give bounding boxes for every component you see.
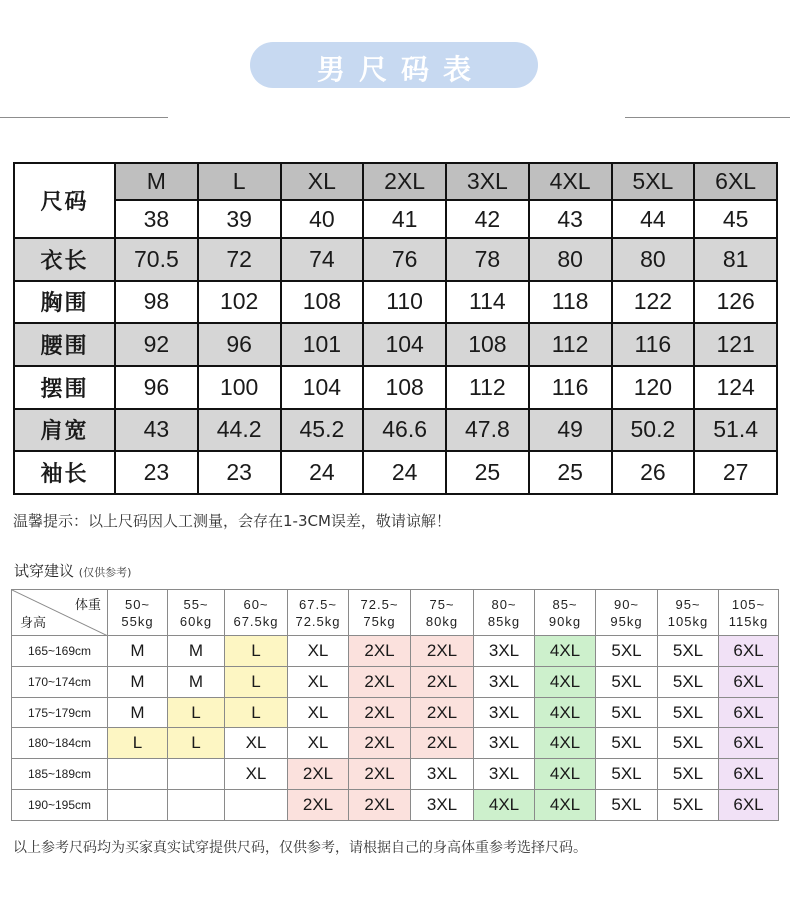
size-cell: 3XL (474, 759, 535, 790)
size-cell: 4XL (535, 697, 596, 728)
size-cell: 6XL (719, 728, 779, 759)
size-header-cell: 3XL (446, 163, 529, 200)
measure-row-length (14, 238, 777, 281)
measure-value: 116 (612, 323, 695, 366)
weight-to: 85kg (487, 613, 521, 629)
size-cell: XL (288, 666, 349, 697)
size-number-cell: 42 (446, 200, 529, 237)
size-cell: 3XL (474, 666, 535, 697)
measure-value: 26 (612, 451, 695, 494)
size-cell: M (168, 636, 225, 667)
size-cell: XL (225, 728, 288, 759)
size-cell: 2XL (411, 728, 474, 759)
size-cell: 4XL (535, 666, 596, 697)
weight-header (596, 590, 658, 636)
measure-value: 98 (115, 281, 198, 324)
measure-value: 81 (694, 238, 777, 281)
measure-label: 袖长 (14, 451, 115, 494)
size-cell: 5XL (596, 759, 658, 790)
size-cell: 5XL (596, 666, 658, 697)
weight-from: 85~ (552, 596, 578, 612)
measure-row-shoulder (14, 409, 777, 452)
weight-from: 55~ (183, 596, 209, 612)
size-cell (168, 790, 225, 821)
height-row-190 (12, 790, 779, 821)
height-label: 190~195cm (12, 790, 108, 821)
measure-value: 44.2 (198, 409, 281, 452)
weight-header (535, 590, 596, 636)
measure-value: 24 (281, 451, 364, 494)
reference-note: 以上参考尺码均为买家真实试穿提供尺码，仅供参考，请根据自己的身高体重参考选择尺码。 (13, 840, 587, 856)
size-cell: 2XL (349, 697, 411, 728)
measure-value: 104 (281, 366, 364, 409)
measure-value: 23 (115, 451, 198, 494)
weight-header (349, 590, 411, 636)
size-cell: L (168, 728, 225, 759)
weight-header (288, 590, 349, 636)
measure-value: 70.5 (115, 238, 198, 281)
measure-value: 74 (281, 238, 364, 281)
measure-value: 112 (529, 323, 612, 366)
size-header-cell: 4XL (529, 163, 612, 200)
measure-value: 49 (529, 409, 612, 452)
measure-value: 96 (115, 366, 198, 409)
size-number-cell: 38 (115, 200, 198, 237)
measure-value: 101 (281, 323, 364, 366)
size-cell: L (225, 636, 288, 667)
size-cell: M (108, 697, 168, 728)
size-cell: 2XL (349, 728, 411, 759)
measure-value: 120 (612, 366, 695, 409)
measure-row-waist (14, 323, 777, 366)
weight-header (225, 590, 288, 636)
recommendation-title-small: (仅供参考) (78, 566, 132, 579)
page-title: 男尺码表 (316, 53, 485, 86)
size-cell: 3XL (474, 697, 535, 728)
measure-value: 27 (694, 451, 777, 494)
size-cell: 2XL (288, 759, 349, 790)
weight-from: 60~ (243, 596, 269, 612)
size-cell: 4XL (535, 728, 596, 759)
size-cell: L (225, 697, 288, 728)
measure-row-sleeve (14, 451, 777, 494)
size-cell: XL (288, 697, 349, 728)
size-cell: XL (225, 759, 288, 790)
size-cell: 6XL (719, 790, 779, 821)
corner-height-label: 身高 (20, 616, 47, 631)
measurement-note: 温馨提示：以上尺码因人工测量，会存在1-3CM误差，敬请谅解！ (13, 512, 451, 530)
size-cell: L (168, 697, 225, 728)
corner-cell (12, 590, 108, 636)
height-label: 170~174cm (12, 666, 108, 697)
weight-from: 95~ (675, 596, 701, 612)
weight-to: 105kg (667, 613, 709, 629)
size-cell: L (108, 728, 168, 759)
measure-row-hem (14, 366, 777, 409)
size-chart-table (13, 162, 778, 495)
size-header-cell: 5XL (612, 163, 695, 200)
size-cell: 5XL (658, 790, 719, 821)
height-row-175 (12, 697, 779, 728)
weight-header-row (12, 590, 779, 636)
size-cell: 5XL (658, 697, 719, 728)
weight-to: 72.5kg (295, 613, 341, 629)
size-number-cell: 45 (694, 200, 777, 237)
measure-label: 摆围 (14, 366, 115, 409)
measure-value: 104 (363, 323, 446, 366)
measure-value: 43 (115, 409, 198, 452)
height-row-185 (12, 759, 779, 790)
height-row-170 (12, 666, 779, 697)
weight-from: 80~ (491, 596, 517, 612)
size-cell: 2XL (349, 636, 411, 667)
weight-from: 67.5~ (299, 596, 337, 612)
size-cell: M (108, 636, 168, 667)
height-label: 185~189cm (12, 759, 108, 790)
size-cell: 6XL (719, 666, 779, 697)
size-cell: 2XL (288, 790, 349, 821)
weight-header (658, 590, 719, 636)
size-cell: 4XL (474, 790, 535, 821)
height-label: 165~169cm (12, 636, 108, 667)
size-number-cell: 39 (198, 200, 281, 237)
size-header-cell: XL (281, 163, 364, 200)
size-cell: 3XL (474, 636, 535, 667)
measure-value: 110 (363, 281, 446, 324)
measure-value: 122 (612, 281, 695, 324)
size-header-cell: 2XL (363, 163, 446, 200)
measure-value: 116 (529, 366, 612, 409)
measure-value: 108 (446, 323, 529, 366)
weight-to: 60kg (179, 613, 213, 629)
height-label: 175~179cm (12, 697, 108, 728)
size-header-cell: 6XL (694, 163, 777, 200)
measure-value: 92 (115, 323, 198, 366)
weight-header (411, 590, 474, 636)
size-cell: M (168, 666, 225, 697)
weight-to: 90kg (548, 613, 582, 629)
measure-value: 47.8 (446, 409, 529, 452)
measure-value: 25 (446, 451, 529, 494)
size-cell: 5XL (658, 666, 719, 697)
size-cell: 6XL (719, 759, 779, 790)
measure-label: 肩宽 (14, 409, 115, 452)
size-cell: 3XL (474, 728, 535, 759)
measure-value: 108 (281, 281, 364, 324)
measure-label: 胸围 (14, 281, 115, 324)
size-cell: 2XL (411, 666, 474, 697)
measure-value: 126 (694, 281, 777, 324)
title-banner (250, 42, 538, 88)
size-cell: 2XL (349, 790, 411, 821)
measure-value: 24 (363, 451, 446, 494)
size-number-cell: 41 (363, 200, 446, 237)
size-header-cell: M (115, 163, 198, 200)
fit-recommendation-table (11, 589, 779, 821)
size-header-cell: L (198, 163, 281, 200)
recommendation-title-text: 试穿建议 (14, 562, 75, 580)
weight-from: 105~ (731, 596, 766, 612)
size-cell: 3XL (411, 759, 474, 790)
size-cell: 5XL (596, 697, 658, 728)
measure-value: 96 (198, 323, 281, 366)
measure-value: 78 (446, 238, 529, 281)
measure-value: 80 (529, 238, 612, 281)
height-row-180 (12, 728, 779, 759)
size-cell (108, 759, 168, 790)
size-cell: 5XL (658, 728, 719, 759)
measure-value: 25 (529, 451, 612, 494)
weight-from: 75~ (429, 596, 455, 612)
size-cell: 4XL (535, 790, 596, 821)
measure-row-chest (14, 281, 777, 324)
measure-value: 114 (446, 281, 529, 324)
measure-value: 23 (198, 451, 281, 494)
size-cell: 6XL (719, 636, 779, 667)
measure-value: 112 (446, 366, 529, 409)
size-number-cell: 40 (281, 200, 364, 237)
divider-right (625, 117, 790, 118)
divider-left (0, 117, 168, 118)
size-cell: XL (288, 636, 349, 667)
weight-header (168, 590, 225, 636)
size-header-row (14, 163, 777, 200)
measure-value: 80 (612, 238, 695, 281)
size-cell (168, 759, 225, 790)
measure-label: 腰围 (14, 323, 115, 366)
size-cell: 4XL (535, 759, 596, 790)
size-cell (225, 790, 288, 821)
measure-value: 118 (529, 281, 612, 324)
size-cell: 2XL (349, 666, 411, 697)
weight-from: 90~ (613, 596, 640, 612)
measure-value: 100 (198, 366, 281, 409)
size-cell: 5XL (658, 636, 719, 667)
size-cell: 5XL (596, 790, 658, 821)
size-number-row (14, 200, 777, 237)
measure-value: 121 (694, 323, 777, 366)
size-cell: 2XL (411, 636, 474, 667)
size-cell: 2XL (349, 759, 411, 790)
measure-value: 46.6 (363, 409, 446, 452)
measure-value: 108 (363, 366, 446, 409)
height-label: 180~184cm (12, 728, 108, 759)
size-cell: 5XL (658, 759, 719, 790)
size-label-cell: 尺码 (14, 163, 115, 238)
size-cell (108, 790, 168, 821)
recommendation-title (14, 560, 131, 581)
measure-value: 50.2 (612, 409, 695, 452)
weight-header (719, 590, 779, 636)
measure-value: 124 (694, 366, 777, 409)
weight-from: 72.5~ (360, 596, 399, 612)
weight-to: 67.5kg (233, 613, 279, 629)
corner-weight-label: 体重 (74, 598, 101, 613)
size-cell: 6XL (719, 697, 779, 728)
weight-from: 50~ (124, 596, 151, 612)
weight-to: 95kg (610, 613, 643, 629)
size-cell: 2XL (411, 697, 474, 728)
size-cell: 5XL (596, 636, 658, 667)
size-cell: 5XL (596, 728, 658, 759)
measure-value: 51.4 (694, 409, 777, 452)
measure-value: 45.2 (281, 409, 364, 452)
weight-to: 75kg (363, 613, 396, 629)
weight-to: 115kg (728, 613, 769, 629)
weight-to: 55kg (121, 613, 154, 629)
height-row-165 (12, 636, 779, 667)
measure-value: 72 (198, 238, 281, 281)
size-cell: XL (288, 728, 349, 759)
measure-label: 衣长 (14, 238, 115, 281)
size-cell: L (225, 666, 288, 697)
size-cell: 3XL (411, 790, 474, 821)
measure-value: 102 (198, 281, 281, 324)
size-cell: M (108, 666, 168, 697)
weight-to: 80kg (425, 613, 459, 629)
size-number-cell: 43 (529, 200, 612, 237)
size-cell: 4XL (535, 636, 596, 667)
weight-header (474, 590, 535, 636)
measure-value: 76 (363, 238, 446, 281)
weight-header (108, 590, 168, 636)
size-number-cell: 44 (612, 200, 695, 237)
